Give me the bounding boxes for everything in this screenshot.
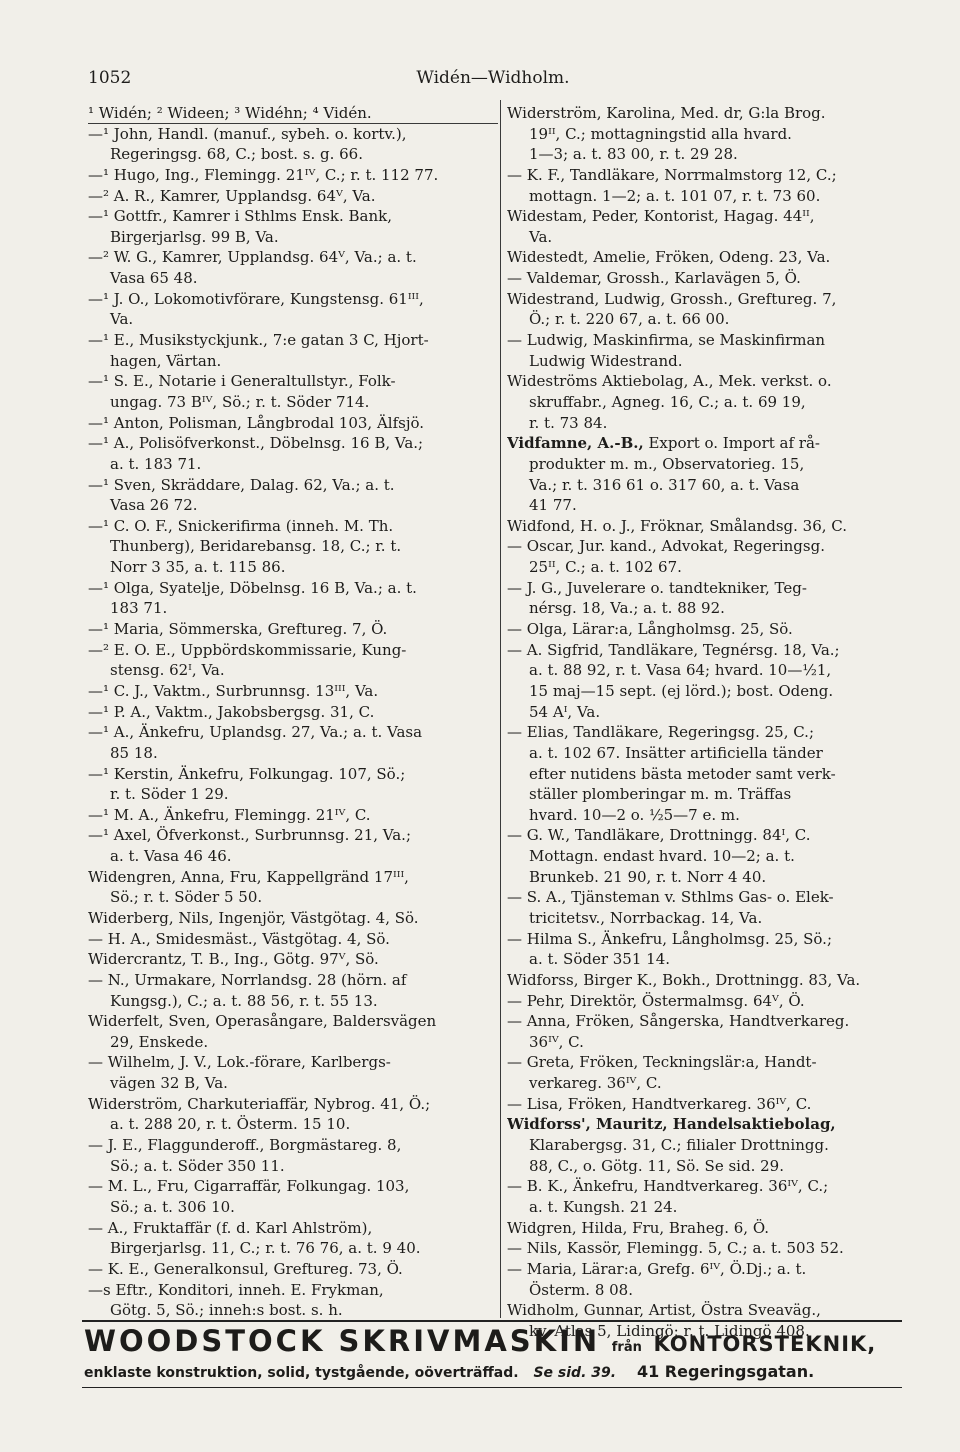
directory-line: —¹ J. O., Lokomotivförare, Kungstensg. 61ᴵᴵᴵ,: [88, 289, 424, 308]
directory-line: 85 18.: [110, 743, 158, 762]
directory-line: —¹ P. A., Vaktm., Jakobsbergsg. 31, C.: [88, 702, 375, 721]
directory-line: Vasa 26 72.: [110, 496, 198, 515]
directory-line: — Lisa, Fröken, Handtverkareg. 36ᴵⱽ, C.: [507, 1094, 812, 1113]
directory-line: — Anna, Fröken, Sångerska, Handtverkareg.: [507, 1012, 850, 1031]
directory-line: Va.; r. t. 316 61 o. 317 60, a. t. Vasa: [529, 475, 800, 494]
directory-line: Regeringsg. 68, C.; bost. s. g. 66.: [110, 145, 363, 164]
directory-line: — Valdemar, Grossh., Karlavägen 5, Ö.: [507, 269, 801, 288]
directory-line: — N., Urmakare, Norrlandsg. 28 (hörn. af: [88, 970, 407, 989]
directory-line: Ö.; r. t. 220 67, a. t. 66 00.: [529, 310, 730, 329]
directory-line: — Oscar, Jur. kand., Advokat, Regeringsg.: [507, 537, 825, 556]
directory-line: — Maria, Lärar:a, Grefg. 6ᴵⱽ, Ö.Dj.; a. t.: [507, 1259, 807, 1278]
directory-line: Widholm, Gunnar, Artist, Östra Sveaväg.,: [507, 1301, 821, 1320]
directory-line: stensg. 62ᴵ, Va.: [110, 661, 225, 680]
directory-line-rest: Export o. Import af rå-: [643, 434, 820, 453]
directory-line: a. t. 102 67. Insätter artificiella tänder: [529, 743, 823, 762]
directory-line: —² E. O. E., Uppbördskommissarie, Kung-: [88, 640, 407, 659]
directory-line: — Wilhelm, J. V., Lok.-förare, Karlbergs-: [88, 1053, 391, 1072]
directory-line: a. t. Söder 351 14.: [529, 950, 671, 969]
directory-line: — M. L., Fru, Cigarraffär, Folkungag. 103,: [88, 1177, 410, 1196]
directory-line: Widestrand, Ludwig, Grossh., Greftureg. 7,: [507, 289, 837, 308]
directory-line: produkter m. m., Observatorieg. 15,: [529, 454, 805, 473]
directory-line: — J. G., Juvelerare o. tandtekniker, Teg-: [507, 578, 807, 597]
directory-line: nérsg. 18, Va.; a. t. 88 92.: [529, 599, 725, 618]
directory-line: kv. Atlas 5, Lidingö; r. t. Lidingö 408.: [529, 1321, 810, 1340]
directory-line: 19ᴵᴵ, C.; mottagningstid alla hvard.: [529, 124, 792, 143]
directory-line: ¹ Widén; ² Wideen; ³ Widéhn; ⁴ Vidén.: [88, 103, 498, 124]
directory-line: [507, 1114, 907, 1135]
directory-line: hvard. 10—2 o. ½5—7 e. m.: [529, 805, 740, 824]
directory-line: Widerfelt, Sven, Operasångare, Baldersvägen: [88, 1012, 437, 1031]
directory-line: 41 77.: [529, 496, 577, 515]
directory-line: 36ᴵⱽ, C.: [529, 1032, 584, 1051]
advertisement-top-rule: [82, 1320, 902, 1322]
directory-line: —s Eftr., Konditori, inneh. E. Frykman,: [88, 1280, 384, 1299]
directory-line: r. t. 73 84.: [529, 413, 608, 432]
directory-line: a. t. Vasa 46 46.: [110, 847, 232, 866]
directory-line: verkareg. 36ᴵⱽ, C.: [529, 1074, 662, 1093]
directory-line: tricitetsv., Norrbackag. 14, Va.: [529, 908, 763, 927]
page-number: 1052: [88, 68, 132, 88]
directory-line: — H. A., Smidesmäst., Västgötag. 4, Sö.: [88, 929, 390, 948]
directory-line: Österm. 8 08.: [529, 1280, 633, 1299]
advertisement-source: KONTORSTEKNIK,: [653, 1332, 877, 1356]
directory-line: Norr 3 35, a. t. 115 86.: [110, 558, 286, 577]
directory-line: —¹ C. J., Vaktm., Surbrunnsg. 13ᴵᴵᴵ, Va.: [88, 681, 379, 700]
directory-line: Wideströms Aktiebolag, A., Mek. verkst. o.: [507, 372, 832, 391]
directory-line: Ludwig Widestrand.: [529, 351, 683, 370]
directory-line: —¹ A., Änkefru, Uplandsg. 27, Va.; a. t. Vasa: [88, 723, 423, 742]
advertisement-address: 41 Regeringsgatan.: [636, 1362, 815, 1381]
directory-line: skruffabr., Agneg. 16, C.; a. t. 69 19,: [529, 392, 806, 411]
directory-line: hagen, Värtan.: [110, 351, 222, 370]
directory-line: vägen 32 B, Va.: [110, 1074, 228, 1093]
directory-line: —¹ C. O. F., Snickerifirma (inneh. M. Th.: [88, 516, 394, 535]
directory-line: Va.: [110, 310, 134, 329]
advertisement-fran: från: [611, 1340, 642, 1355]
directory-line: 15 maj—15 sept. (ej lörd.); bost. Odeng.: [529, 681, 834, 700]
advertisement-brand: WOODSTOCK SKRIVMASKIN: [84, 1324, 601, 1358]
directory-line: —¹ John, Handl. (manuf., sybeh. o. kortv.),: [88, 124, 407, 143]
directory-line: —¹ M. A., Änkefru, Flemingg. 21ᴵⱽ, C.: [88, 805, 371, 824]
advertisement-tagline: enklaste konstruktion, solid, tystgående, oöverträffad.: [84, 1365, 519, 1381]
directory-line-bold-lead: Widforss', Mauritz, Handelsaktiebolag,: [507, 1115, 836, 1134]
column-divider: [500, 100, 501, 1318]
directory-line: Klarabergsg. 31, C.; filialer Drottningg.: [529, 1136, 829, 1155]
directory-line: Widerström, Karolina, Med. dr, G:la Brog.: [507, 104, 826, 122]
directory-line: Kungsg.), C.; a. t. 88 56, r. t. 55 13.: [110, 991, 378, 1010]
directory-line: Birgerjarlsg. 11, C.; r. t. 76 76, a. t. 9 40.: [110, 1239, 421, 1258]
directory-line: ställer plomberingar m. m. Träffas: [529, 785, 792, 804]
directory-line: 88, C., o. Götg. 11, Sö. Se sid. 29.: [529, 1156, 784, 1175]
directory-line: — Elias, Tandläkare, Regeringsg. 25, C.;: [507, 723, 814, 742]
directory-line-bold-lead: Vidfamne, A.-B.,: [507, 434, 644, 453]
directory-line: Widfond, H. o. J., Fröknar, Smålandsg. 36, C.: [507, 516, 847, 535]
directory-line: —¹ S. E., Notarie i Generaltullstyr., Folk-: [88, 372, 396, 391]
right-column: [507, 103, 907, 1341]
directory-line: — Nils, Kassör, Flemingg. 5, C.; a. t. 503 52.: [507, 1239, 844, 1258]
directory-line: Widerström, Charkuteriaffär, Nybrog. 41, Ö.;: [88, 1094, 431, 1113]
directory-line: Sö.; r. t. Söder 5 50.: [110, 888, 263, 907]
directory-line: — Ludwig, Maskinfirma, se Maskinfirman: [507, 331, 826, 350]
directory-line: Widforss, Birger K., Bokh., Drottningg. 83, Va.: [507, 970, 861, 989]
directory-line: Widerberg, Nils, Ingenjör, Västgötag. 4, Sö.: [88, 908, 419, 927]
directory-line: 54 Aᴵ, Va.: [529, 702, 601, 721]
directory-line: —¹ Hugo, Ing., Flemingg. 21ᴵⱽ, C.; r. t. 112 77.: [88, 165, 439, 184]
directory-line: —¹ Kerstin, Änkefru, Folkungag. 107, Sö.;: [88, 764, 406, 783]
directory-line: Brunkeb. 21 90, r. t. Norr 4 40.: [529, 867, 767, 886]
left-column: [88, 103, 498, 1321]
directory-line: a. t. 183 71.: [110, 454, 202, 473]
directory-line: —¹ A., Polisöfverkonst., Döbelnsg. 16 B, Va.;: [88, 434, 424, 453]
directory-line: Widercrantz, T. B., Ing., Götg. 97ⱽ, Sö.: [88, 950, 379, 969]
directory-line: — G. W., Tandläkare, Drottningg. 84ᴵ, C.: [507, 826, 811, 845]
directory-line: 29, Enskede.: [110, 1032, 209, 1051]
directory-line: — A. Sigfrid, Tandläkare, Tegnérsg. 18, Va.;: [507, 640, 840, 659]
directory-line: mottagn. 1—2; a. t. 101 07, r. t. 73 60.: [529, 186, 821, 205]
directory-line: Widgren, Hilda, Fru, Braheg. 6, Ö.: [507, 1218, 770, 1237]
directory-line: r. t. Söder 1 29.: [110, 785, 229, 804]
directory-line: —¹ Gottfr., Kamrer i Sthlms Ensk. Bank,: [88, 207, 393, 226]
page-header: [88, 68, 898, 98]
directory-line: — B. K., Änkefru, Handtverkareg. 36ᴵⱽ, C.;: [507, 1177, 829, 1196]
directory-line: —¹ E., Musikstyckjunk., 7:e gatan 3 C, Hjort-: [88, 331, 429, 350]
directory-line: Widengren, Anna, Fru, Kappellgränd 17ᴵᴵᴵ,: [88, 867, 409, 886]
directory-line: 183 71.: [110, 599, 168, 618]
directory-line: — Hilma S., Änkefru, Långholmsg. 25, Sö.;: [507, 929, 833, 948]
directory-line: Va.: [529, 227, 553, 246]
directory-line: efter nutidens bästa metoder samt verk-: [529, 764, 836, 783]
running-head: Widén—Widholm.: [416, 68, 570, 88]
directory-line: ungag. 73 Bᴵⱽ, Sö.; r. t. Söder 714.: [110, 392, 370, 411]
directory-line: a. t. 88 92, r. t. Vasa 64; hvard. 10—½1,: [529, 661, 832, 680]
directory-line: [507, 433, 907, 454]
advertisement-banner: [84, 1324, 904, 1360]
directory-line: — K. E., Generalkonsul, Greftureg. 73, Ö.: [88, 1259, 403, 1278]
directory-line: —¹ Axel, Öfverkonst., Surbrunnsg. 21, Va.;: [88, 826, 412, 845]
directory-line: Vasa 65 48.: [110, 269, 198, 288]
directory-line: Mottagn. endast hvard. 10—2; a. t.: [529, 847, 795, 866]
directory-line: Thunberg), Beridarebansg. 18, C.; r. t.: [110, 537, 402, 556]
directory-line: — Pehr, Direktör, Östermalmsg. 64ⱽ, Ö.: [507, 991, 805, 1010]
directory-line: Sö.; a. t. Söder 350 11.: [110, 1156, 285, 1175]
directory-line: — K. F., Tandläkare, Norrmalmstorg 12, C.;: [507, 165, 837, 184]
advertisement-subline: [84, 1362, 904, 1386]
directory-line: 25ᴵᴵ, C.; a. t. 102 67.: [529, 558, 682, 577]
directory-line: Birgerjarlsg. 99 B, Va.: [110, 227, 279, 246]
directory-line: Widestam, Peder, Kontorist, Hagag. 44ᴵᴵ,: [507, 207, 815, 226]
directory-line: Sö.; a. t. 306 10.: [110, 1197, 235, 1216]
directory-line: —¹ Sven, Skräddare, Dalag. 62, Va.; a. t.: [88, 475, 395, 494]
directory-line: a. t. 288 20, r. t. Österm. 15 10.: [110, 1115, 351, 1134]
directory-line: — J. E., Flaggunderoff., Borgmästareg. 8,: [88, 1136, 402, 1155]
directory-line: — Olga, Lärar:a, Långholmsg. 25, Sö.: [507, 620, 793, 639]
directory-line: — A., Fruktaffär (f. d. Karl Ahlström),: [88, 1218, 373, 1237]
advertisement-bottom-rule: [82, 1387, 902, 1388]
directory-line: —¹ Anton, Polisman, Långbrodal 103, Älfsjö.: [88, 413, 425, 432]
directory-line: —¹ Olga, Syatelje, Döbelnsg. 16 B, Va.; a. t.: [88, 578, 417, 597]
directory-line: Götg. 5, Sö.; inneh:s bost. s. h.: [110, 1301, 343, 1320]
directory-line: —¹ Maria, Sömmerska, Greftureg. 7, Ö.: [88, 620, 388, 639]
directory-line: — Greta, Fröken, Teckningslär:a, Handt-: [507, 1053, 817, 1072]
directory-line: 1—3; a. t. 83 00, r. t. 29 28.: [529, 145, 738, 164]
directory-line: —² A. R., Kamrer, Upplandsg. 64ⱽ, Va.: [88, 186, 376, 205]
directory-line: — S. A., Tjänsteman v. Sthlms Gas- o. Elek-: [507, 888, 834, 907]
advertisement-see-ref: Se sid. 39.: [533, 1365, 617, 1381]
directory-line: Widestedt, Amelie, Fröken, Odeng. 23, Va.: [507, 248, 831, 267]
directory-line: a. t. Kungsh. 21 24.: [529, 1197, 678, 1216]
directory-line: —² W. G., Kamrer, Upplandsg. 64ⱽ, Va.; a. t.: [88, 248, 417, 267]
